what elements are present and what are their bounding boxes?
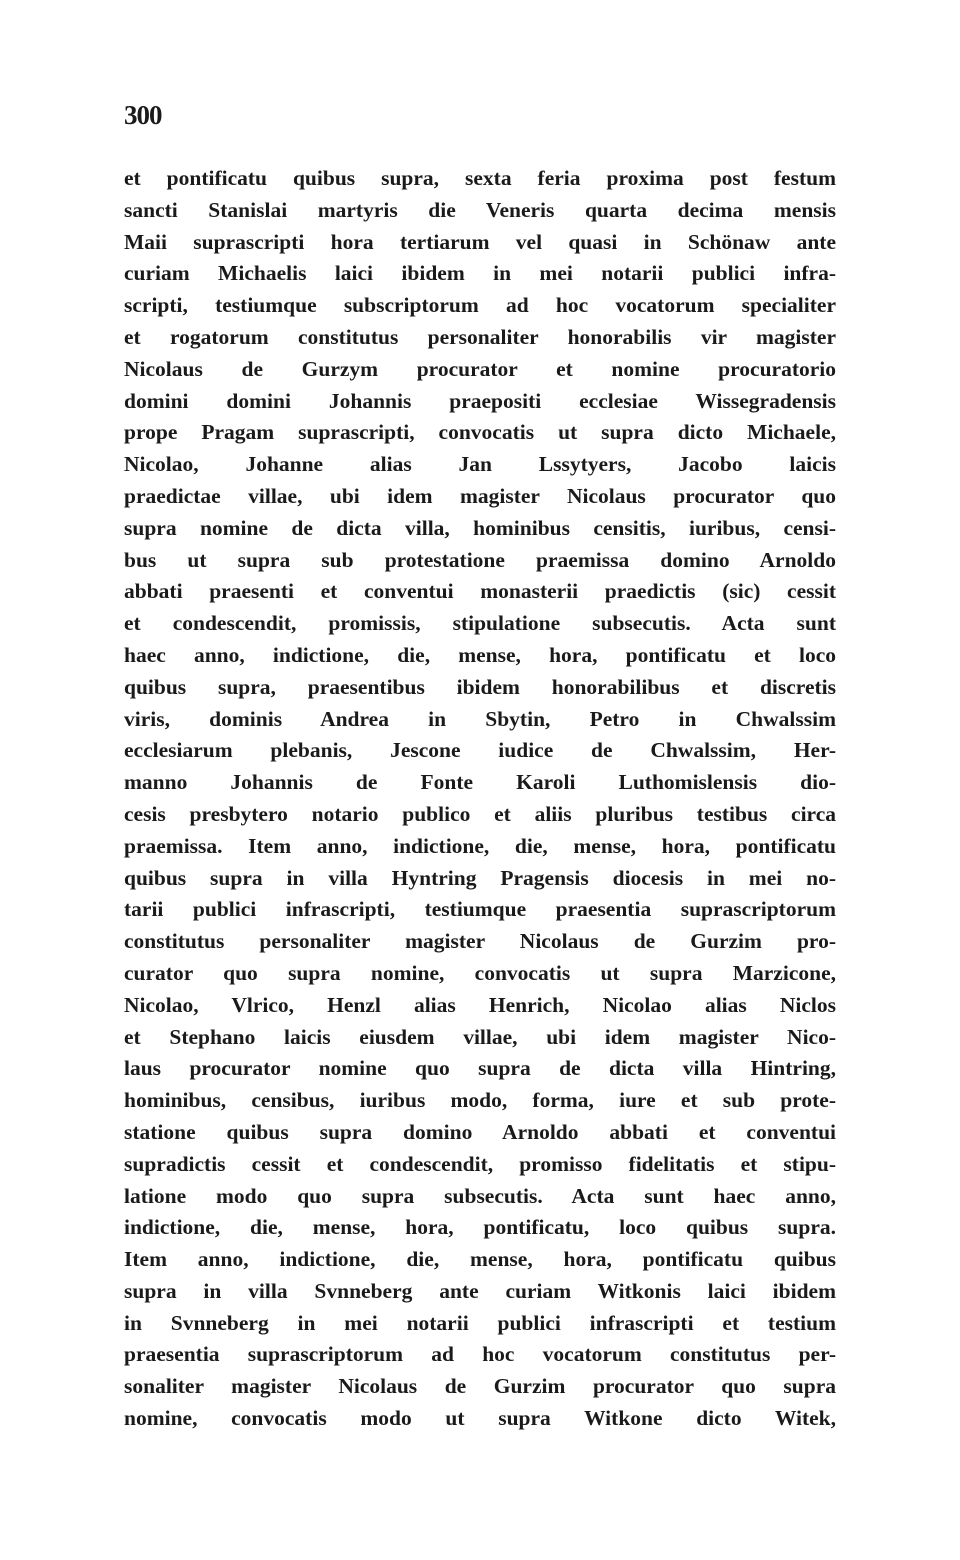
text-line: tarii publici infrascripti, testiumque praesentia suprascriptorum [124,897,836,922]
text-line: sonaliter magister Nicolaus de Gurzim procurator quo supra [124,1374,836,1399]
text-line: praemissa. Item anno, indictione, die, mense, hora, pontificatu [124,833,836,858]
text-line: hominibus, censibus, iuribus modo, forma, iure et sub prote- [124,1088,836,1113]
page-number: 300 [124,100,162,130]
text-line: in Svnneberg in mei notarii publici infrascripti et testium [124,1310,836,1335]
text-line: supra nomine de dicta villa, hominibus censitis, iuribus, censi- [124,515,836,540]
text-line: bus ut supra sub protestatione praemissa domino Arnoldo [124,547,836,572]
text-line: et Stephano laicis eiusdem villae, ubi idem magister Nico- [124,1024,836,1049]
text-line: cesis presbytero notario publico et aliis pluribus testibus circa [124,801,836,826]
text-line: scripti, testiumque subscriptorum ad hoc vocatorum specialiter [124,293,836,318]
text-line: constitutus personaliter magister Nicolaus de Gurzim pro- [124,929,836,954]
text-line: sancti Stanislai martyris die Veneris quarta decima mensis [124,197,836,222]
text-line: Nicolao, Johanne alias Jan Lssytyers, Jacobo laicis [124,452,836,477]
text-line: curiam Michaelis laici ibidem in mei notarii publici infra- [124,261,836,286]
text-line: manno Johannis de Fonte Karoli Luthomislensis dio- [124,770,836,795]
text-line: Item anno, indictione, die, mense, hora, pontificatu quibus [124,1247,836,1272]
text-line: ecclesiarum plebanis, Jescone iudice de Chwalssim, Her- [124,738,836,763]
text-line: latione modo quo supra subsecutis. Acta sunt haec anno, [124,1183,836,1208]
text-line: praedictae villae, ubi idem magister Nicolaus procurator quo [124,483,836,508]
text-line: Maii suprascripti hora tertiarum vel quasi in Schönaw ante [124,229,836,254]
text-line: Nicolaus de Gurzym procurator et nomine procuratorio [124,356,836,381]
text-line: quibus supra in villa Hyntring Pragensis diocesis in mei no- [124,865,836,890]
text-line: supradictis cessit et condescendit, promisso fidelitatis et stipu- [124,1151,836,1176]
text-line: laus procurator nomine quo supra de dicta villa Hintring, [124,1056,836,1081]
text-line: et rogatorum constitutus personaliter honorabilis vir magister [124,324,836,349]
text-line: statione quibus supra domino Arnoldo abbati et conventui [124,1119,836,1144]
text-line: abbati praesenti et conventui monasterii praedictis (sic) cessit [124,579,836,604]
text-line: viris, dominis Andrea in Sbytin, Petro in Chwalssim [124,706,836,731]
text-line: prope Pragam suprascripti, convocatis ut supra dicto Michaele, [124,420,836,445]
text-line: supra in villa Svnneberg ante curiam Witkonis laici ibidem [124,1278,836,1303]
text-line: nomine, convocatis modo ut supra Witkone dicto Witek, [124,1406,836,1431]
text-line: domini domini Johannis praepositi ecclesiae Wissegradensis [124,388,836,413]
text-line: curator quo supra nomine, convocatis ut supra Marzicone, [124,960,836,985]
text-line: et condescendit, promissis, stipulatione subsecutis. Acta sunt [124,611,836,636]
text-line: et pontificatu quibus supra, sexta feria proxima post festum [124,166,836,190]
text-line: indictione, die, mense, hora, pontificatu, loco quibus supra. [124,1215,836,1240]
text-line: haec anno, indictione, die, mense, hora, pontificatu et loco [124,642,836,667]
text-line: Nicolao, Vlrico, Henzl alias Henrich, Nicolao alias Niclos [124,992,836,1017]
text-line: quibus supra, praesentibus ibidem honorabilibus et discretis [124,674,836,699]
text-line: praesentia suprascriptorum ad hoc vocatorum constitutus per- [124,1342,836,1367]
body-text [124,163,836,1435]
